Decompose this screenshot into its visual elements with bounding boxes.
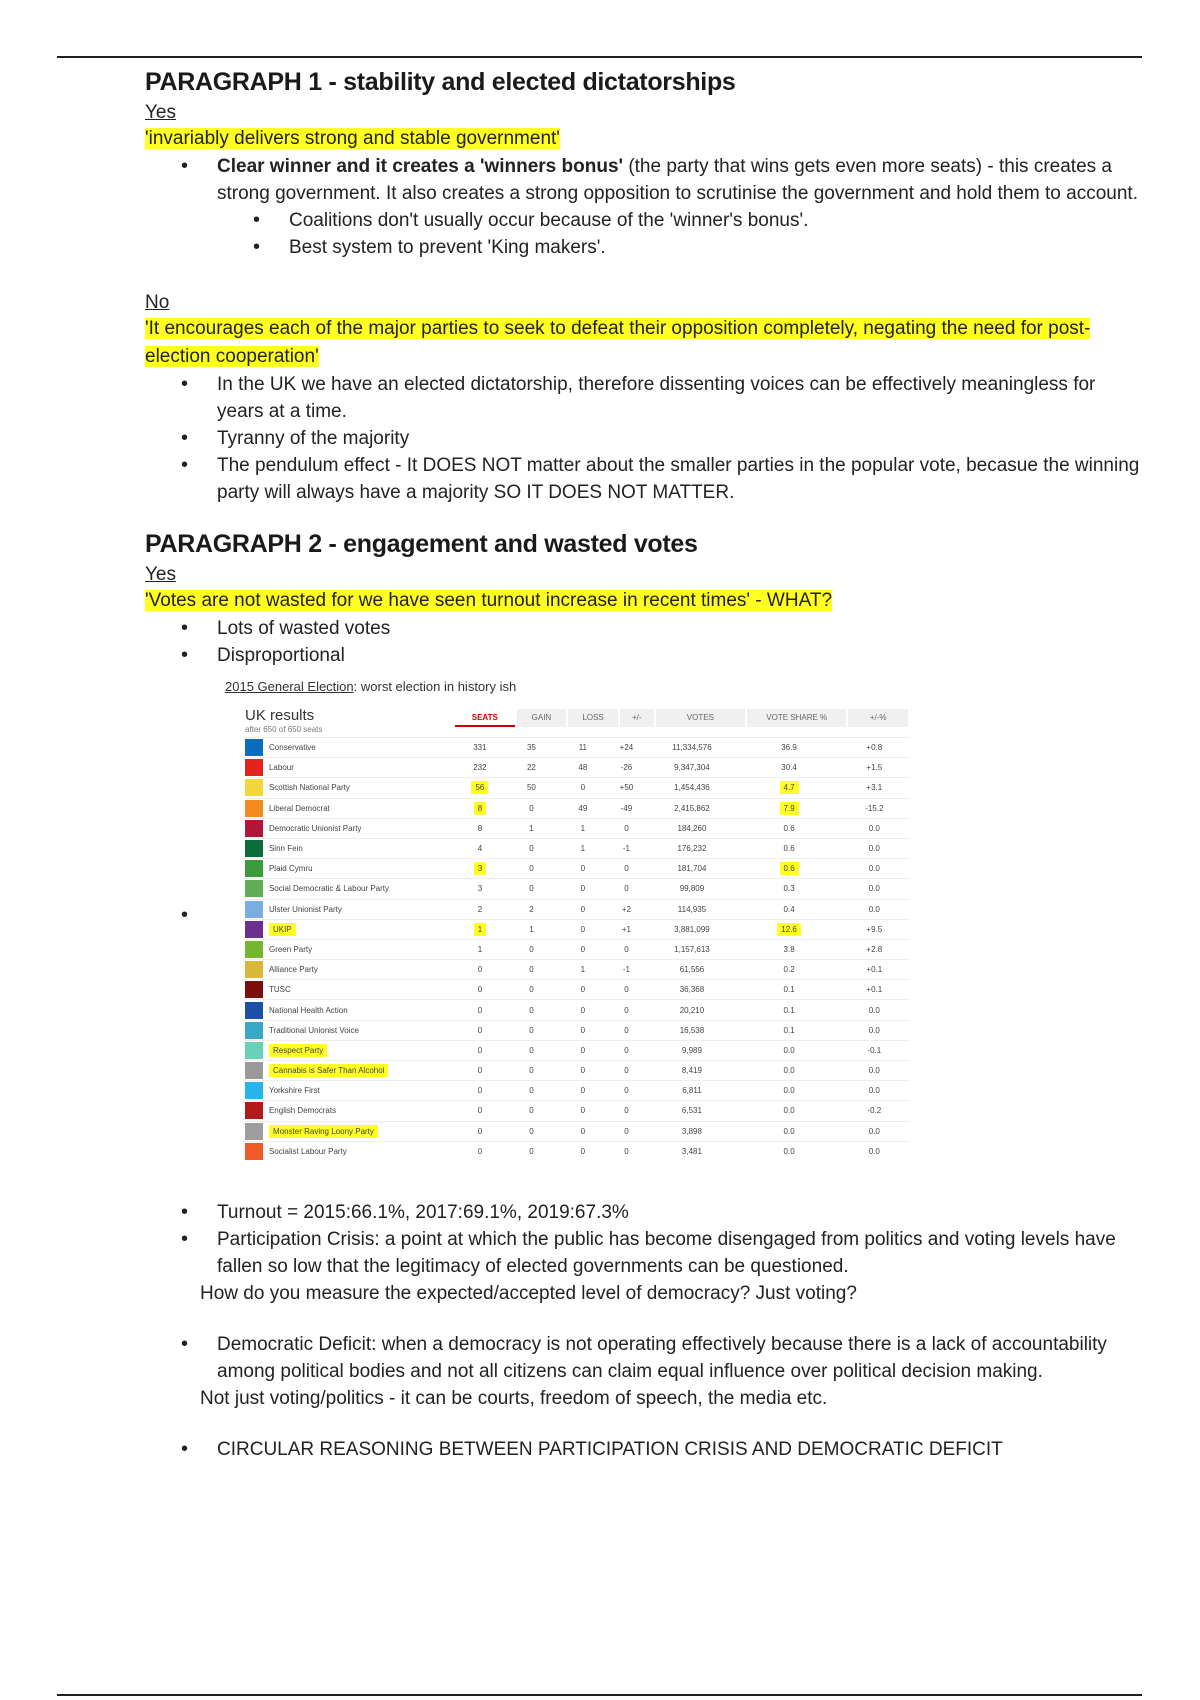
- cell-pm: +50: [619, 783, 634, 793]
- results-row: [245, 919, 910, 939]
- cell-seats: 331: [473, 743, 487, 753]
- cell-ch: +3.1: [866, 783, 883, 793]
- p1-no-bullet: • Tyranny of the majority: [145, 425, 1145, 452]
- results-row: [245, 1081, 910, 1101]
- party-color-swatch: [245, 880, 263, 897]
- cell-ch: 0.0: [868, 823, 880, 833]
- results-table: [245, 737, 910, 1161]
- cell-seats: 0: [477, 1086, 483, 1096]
- cell-pm: 0: [624, 985, 629, 995]
- results-row: [245, 899, 910, 919]
- results-row: [245, 1121, 910, 1141]
- cell-votes: 3,481: [681, 1146, 702, 1156]
- cell-ch: -0.2: [867, 1106, 882, 1116]
- cell-seats: 0: [477, 965, 483, 975]
- cell-share: 12.6: [777, 923, 801, 936]
- cell-ch: +2.8: [866, 944, 883, 954]
- results-row: [245, 1061, 910, 1081]
- party-color-swatch: [245, 981, 263, 998]
- cell-ch: 0.0: [868, 1005, 880, 1015]
- figure-caption: [225, 679, 516, 694]
- cell-ch: +0.8: [866, 743, 883, 753]
- cell-ch: +9.5: [866, 924, 883, 934]
- cell-seats: 1: [474, 923, 486, 936]
- party-color-swatch: [245, 739, 263, 756]
- p2-yes-quote: 'Votes are not wasted for we have seen turnout increase in recent times' - WHAT?: [145, 590, 833, 611]
- results-row: [245, 1020, 910, 1040]
- cell-seats: 8: [477, 823, 483, 833]
- cell-seats: 0: [477, 1066, 483, 1076]
- cell-gain: 0: [529, 1005, 534, 1015]
- cell-gain: 22: [526, 763, 536, 773]
- cell-ch: -15.2: [865, 803, 884, 813]
- cell-share: 0.6: [783, 823, 795, 833]
- cell-share: 0.4: [783, 904, 795, 914]
- cell-gain: 0: [529, 803, 534, 813]
- results-title: UK results: [245, 707, 315, 724]
- party-name: Labour: [268, 763, 294, 773]
- cell-share: 0.0: [783, 1066, 795, 1076]
- cell-loss: 1: [580, 965, 586, 975]
- cell-pm: 0: [624, 1045, 629, 1055]
- cell-gain: 0: [529, 1106, 534, 1116]
- cell-ch: -0.1: [867, 1045, 882, 1055]
- cell-loss: 0: [580, 1066, 586, 1076]
- cell-loss: 0: [580, 1146, 586, 1156]
- cell-share: 0.0: [783, 1146, 795, 1156]
- party-color-swatch: [245, 800, 263, 817]
- results-row: [245, 1000, 910, 1020]
- party-name: English Democrats: [268, 1106, 337, 1116]
- cell-loss: 11: [578, 743, 588, 753]
- party-color-swatch: [245, 1022, 263, 1039]
- cell-ch: +0.1: [866, 985, 883, 995]
- p2-heading: PARAGRAPH 2 - engagement and wasted votes: [145, 530, 698, 558]
- cell-loss: 0: [580, 1005, 586, 1015]
- col-share: VOTE SHARE %: [747, 709, 846, 727]
- cell-votes: 184,260: [677, 823, 707, 833]
- cell-loss: 0: [580, 1126, 586, 1136]
- cell-gain: 0: [529, 944, 534, 954]
- party-color-swatch: [245, 1123, 263, 1140]
- cell-share: 0.0: [783, 1045, 795, 1055]
- cell-votes: 8,419: [681, 1066, 702, 1076]
- cell-gain: 50: [526, 783, 536, 793]
- figure-caption-rest: : worst election in history ish: [353, 679, 517, 694]
- cell-votes: 2,415,862: [674, 803, 710, 813]
- cell-share: 0.6: [780, 862, 799, 875]
- col-gain: GAIN: [517, 709, 567, 727]
- cell-loss: 0: [580, 1045, 586, 1055]
- party-color-swatch: [245, 901, 263, 918]
- party-color-swatch: [245, 759, 263, 776]
- p1-yes-sub-item: • Best system to prevent 'King makers'.: [145, 234, 1145, 261]
- cell-loss: 0: [580, 884, 586, 894]
- col-change: +/-%: [848, 709, 908, 727]
- cell-loss: 48: [578, 763, 588, 773]
- cell-ch: 0.0: [868, 864, 880, 874]
- top-rule: [57, 56, 1142, 58]
- democratic-deficit-note: Not just voting/politics - it can be courts, freedom of speech, the media etc.: [200, 1388, 828, 1409]
- p1-no-bullet: • In the UK we have an elected dictatorship, therefore dissenting voices can be effectively meaningless for years at a time.: [145, 371, 1145, 425]
- cell-share: 0.1: [783, 985, 795, 995]
- cell-ch: +1.5: [866, 763, 883, 773]
- cell-gain: 0: [529, 1045, 534, 1055]
- party-color-swatch: [245, 1143, 263, 1160]
- party-color-swatch: [245, 840, 263, 857]
- p1-no-quote: 'It encourages each of the major parties to seek to defeat their opposition completely, negating the need for post-election cooperation': [145, 318, 1091, 367]
- cell-gain: 2: [529, 904, 534, 914]
- results-row: [245, 758, 910, 778]
- cell-loss: 0: [580, 783, 586, 793]
- cell-votes: 3,898: [681, 1126, 702, 1136]
- turnout-bullet: • Turnout = 2015:66.1%, 2017:69.1%, 2019:67.3%: [145, 1199, 1145, 1226]
- party-name: Socialist Labour Party: [268, 1146, 347, 1156]
- col-pm: +/-: [620, 709, 654, 727]
- cell-seats: 0: [477, 1146, 483, 1156]
- cell-votes: 6,531: [681, 1106, 702, 1116]
- cell-gain: 0: [529, 1146, 534, 1156]
- cell-pm: 0: [624, 864, 629, 874]
- party-name: Plaid Cymru: [268, 864, 313, 874]
- party-name: Alliance Party: [268, 965, 318, 975]
- results-figure: [145, 679, 1145, 1199]
- party-name: UKIP: [269, 923, 296, 936]
- col-seats: SEATS: [455, 709, 515, 727]
- results-header: [245, 701, 910, 737]
- cell-pm: 0: [624, 944, 629, 954]
- cell-loss: 0: [580, 924, 586, 934]
- cell-seats: 0: [477, 1126, 483, 1136]
- col-loss: LOSS: [568, 709, 618, 727]
- results-row: [245, 778, 910, 798]
- party-name: Traditional Unionist Voice: [268, 1025, 359, 1035]
- cell-votes: 3,881,099: [674, 924, 710, 934]
- cell-votes: 99,809: [679, 884, 705, 894]
- cell-share: 0.0: [783, 1086, 795, 1096]
- cell-loss: 49: [578, 803, 588, 813]
- cell-seats: 2: [477, 904, 483, 914]
- cell-votes: 16,538: [679, 1025, 705, 1035]
- cell-pm: 0: [624, 1086, 629, 1096]
- cell-seats: 0: [477, 1005, 483, 1015]
- cell-pm: -26: [620, 763, 633, 773]
- p1-yes-label: Yes: [145, 102, 176, 123]
- cell-share: 36.9: [781, 743, 797, 753]
- cell-pm: 0: [624, 1005, 629, 1015]
- cell-share: 4.7: [780, 781, 799, 794]
- results-row: [245, 960, 910, 980]
- cell-share: 0.1: [783, 1005, 795, 1015]
- p1-yes-bullet-bold: Clear winner and it creates a 'winners bonus': [217, 156, 624, 177]
- cell-votes: 6,811: [682, 1086, 702, 1096]
- results-row: [245, 939, 910, 959]
- party-name: Cannabis is Safer Than Alcohol: [269, 1064, 388, 1077]
- party-name: Ulster Unionist Party: [268, 904, 342, 914]
- figure-bullet: •: [181, 904, 189, 926]
- participation-crisis-note: How do you measure the expected/accepted level of democracy? Just voting?: [200, 1283, 857, 1304]
- results-row: [245, 879, 910, 899]
- party-color-swatch: [245, 941, 263, 958]
- cell-ch: 0.0: [868, 1146, 880, 1156]
- cell-votes: 20,210: [679, 1005, 705, 1015]
- results-row: [245, 980, 910, 1000]
- p2-deficit-list: [145, 1331, 1145, 1385]
- cell-share: 0.0: [783, 1126, 795, 1136]
- cell-pm: -1: [622, 844, 630, 854]
- party-color-swatch: [245, 1102, 263, 1119]
- cell-loss: 1: [580, 823, 586, 833]
- results-row: [245, 859, 910, 879]
- document-body: [145, 68, 1145, 1463]
- results-row: [245, 818, 910, 838]
- cell-gain: 35: [526, 743, 536, 753]
- figure-caption-link: 2015 General Election: [225, 679, 354, 694]
- results-row: [245, 798, 910, 818]
- cell-loss: 0: [580, 1086, 586, 1096]
- cell-ch: +0.1: [866, 965, 883, 975]
- p1-no-list: [145, 371, 1145, 506]
- cell-share: 0.2: [783, 965, 795, 975]
- cell-seats: 0: [477, 1025, 483, 1035]
- cell-share: 0.3: [783, 884, 795, 894]
- results-subtitle: after 650 of 650 seats: [245, 725, 323, 734]
- cell-pm: +24: [619, 743, 634, 753]
- cell-pm: -1: [622, 965, 630, 975]
- p2-circular-list: [145, 1436, 1145, 1463]
- circular-reasoning-bullet: • CIRCULAR REASONING BETWEEN PARTICIPATION CRISIS AND DEMOCRATIC DEFICIT: [145, 1436, 1145, 1463]
- cell-pm: 0: [624, 1146, 629, 1156]
- cell-votes: 1,157,613: [674, 944, 710, 954]
- cell-votes: 36,368: [679, 985, 705, 995]
- cell-seats: 3: [477, 884, 483, 894]
- results-row: [245, 838, 910, 858]
- party-name: Respect Party: [269, 1044, 327, 1057]
- cell-ch: 0.0: [868, 1025, 880, 1035]
- cell-pm: -49: [620, 803, 633, 813]
- cell-share: 0.0: [783, 1106, 795, 1116]
- party-color-swatch: [245, 860, 263, 877]
- party-name: Sinn Fein: [268, 844, 303, 854]
- cell-seats: 3: [474, 862, 486, 875]
- cell-ch: 0.0: [868, 1066, 880, 1076]
- cell-gain: 0: [529, 985, 534, 995]
- cell-ch: 0.0: [868, 1126, 880, 1136]
- p2-yes-bullet: • Disproportional: [145, 642, 1145, 669]
- cell-pm: +2: [621, 904, 631, 914]
- cell-seats: 0: [477, 985, 483, 995]
- cell-gain: 0: [529, 884, 534, 894]
- cell-share: 0.1: [783, 1025, 795, 1035]
- results-row: [245, 1101, 910, 1121]
- party-name: National Health Action: [268, 1005, 348, 1015]
- cell-share: 3.8: [783, 944, 795, 954]
- cell-seats: 0: [477, 1106, 483, 1116]
- cell-pm: 0: [624, 1025, 629, 1035]
- cell-seats: 1: [477, 944, 483, 954]
- cell-loss: 0: [580, 864, 586, 874]
- party-name: Yorkshire First: [268, 1086, 320, 1096]
- party-name: Monster Raving Loony Party: [269, 1125, 378, 1138]
- cell-ch: 0.0: [868, 884, 880, 894]
- p1-yes-bullet-rest: (the party that wins gets even more seats) - this creates a strong government. It also creates a strong opposition to scrutinise the government and hold them to account.: [217, 156, 1138, 204]
- cell-votes: 11,334,576: [672, 743, 712, 753]
- cell-pm: 0: [624, 823, 629, 833]
- participation-crisis-bullet: • Participation Crisis: a point at which the public has become disengaged from politics and voting levels have fallen so low that the legitimacy of elected governments can be questioned.: [145, 1226, 1145, 1280]
- cell-seats: 8: [474, 802, 486, 815]
- cell-seats: 4: [477, 844, 483, 854]
- cell-gain: 0: [529, 1066, 534, 1076]
- cell-pm: 0: [624, 1126, 629, 1136]
- cell-gain: 0: [529, 864, 534, 874]
- cell-votes: 9,347,304: [674, 763, 710, 773]
- party-name: Liberal Democrat: [268, 803, 330, 813]
- cell-ch: 0.0: [868, 844, 880, 854]
- party-color-swatch: [245, 1002, 263, 1019]
- party-name: TUSC: [268, 985, 291, 995]
- cell-gain: 0: [529, 1126, 534, 1136]
- cell-gain: 0: [529, 1025, 534, 1035]
- cell-share: 30.4: [781, 763, 797, 773]
- p1-heading: PARAGRAPH 1 - stability and elected dictatorships: [145, 68, 736, 96]
- cell-votes: 114,935: [677, 904, 707, 914]
- cell-gain: 0: [529, 844, 534, 854]
- cell-pm: 0: [624, 884, 629, 894]
- cell-seats: 0: [477, 1045, 483, 1055]
- party-color-swatch: [245, 1082, 263, 1099]
- party-name: Democratic Unionist Party: [268, 823, 362, 833]
- cell-loss: 0: [580, 1025, 586, 1035]
- cell-seats: 56: [471, 781, 488, 794]
- p2-yes-label: Yes: [145, 564, 176, 585]
- p1-yes-sublist: [145, 207, 1145, 261]
- party-color-swatch: [245, 820, 263, 837]
- party-name: Green Party: [268, 944, 313, 954]
- party-name: Social Democratic & Labour Party: [268, 884, 390, 894]
- party-color-swatch: [245, 779, 263, 796]
- cell-gain: 1: [529, 924, 534, 934]
- democratic-deficit-bullet: • Democratic Deficit: when a democracy is not operating effectively because there is a lack of accountability among political bodies and not all citizens can claim equal influence over political decision making.: [145, 1331, 1145, 1385]
- cell-loss: 0: [580, 904, 586, 914]
- party-name: Scottish National Party: [268, 783, 350, 793]
- results-row: [245, 738, 910, 758]
- cell-votes: 1,454,436: [674, 783, 710, 793]
- cell-votes: 61,556: [679, 965, 705, 975]
- p2-after-list: [145, 1199, 1145, 1280]
- cell-votes: 9,989: [681, 1045, 702, 1055]
- cell-gain: 0: [529, 965, 534, 975]
- p1-yes-bullet: [145, 153, 1145, 207]
- cell-ch: 0.0: [868, 904, 880, 914]
- cell-ch: 0.0: [868, 1086, 880, 1096]
- cell-loss: 0: [580, 944, 586, 954]
- party-color-swatch: [245, 1062, 263, 1079]
- p2-yes-bullet: • Lots of wasted votes: [145, 615, 1145, 642]
- results-column-headers: [455, 709, 910, 727]
- party-color-swatch: [245, 961, 263, 978]
- cell-seats: 232: [473, 763, 487, 773]
- party-name: Conservative: [268, 743, 316, 753]
- cell-votes: 181,704: [677, 864, 707, 874]
- results-row: [245, 1040, 910, 1060]
- cell-loss: 0: [580, 985, 586, 995]
- p2-yes-list: [145, 615, 1145, 669]
- col-votes: VOTES: [656, 709, 745, 727]
- results-row: [245, 1141, 910, 1161]
- cell-votes: 176,232: [677, 844, 707, 854]
- party-color-swatch: [245, 921, 263, 938]
- party-color-swatch: [245, 1042, 263, 1059]
- results-table-image: [245, 701, 910, 1161]
- cell-loss: 0: [580, 1106, 586, 1116]
- cell-share: 7.9: [780, 802, 799, 815]
- p1-no-label: No: [145, 292, 170, 313]
- cell-pm: 0: [624, 1106, 629, 1116]
- p1-yes-quote: 'invariably delivers strong and stable government': [145, 128, 560, 149]
- p1-no-bullet: • The pendulum effect - It DOES NOT matter about the smaller parties in the popular vote, becasue the winning party will always have a majority SO IT DOES NOT MATTER.: [145, 452, 1145, 506]
- cell-loss: 1: [580, 844, 586, 854]
- bottom-rule: [57, 1694, 1142, 1696]
- cell-pm: 0: [624, 1066, 629, 1076]
- cell-pm: +1: [621, 924, 631, 934]
- cell-share: 0.6: [783, 844, 795, 854]
- p1-yes-list: [145, 153, 1145, 207]
- cell-gain: 0: [529, 1086, 534, 1096]
- cell-gain: 1: [529, 823, 534, 833]
- p1-yes-sub-item: • Coalitions don't usually occur because of the 'winner's bonus'.: [145, 207, 1145, 234]
